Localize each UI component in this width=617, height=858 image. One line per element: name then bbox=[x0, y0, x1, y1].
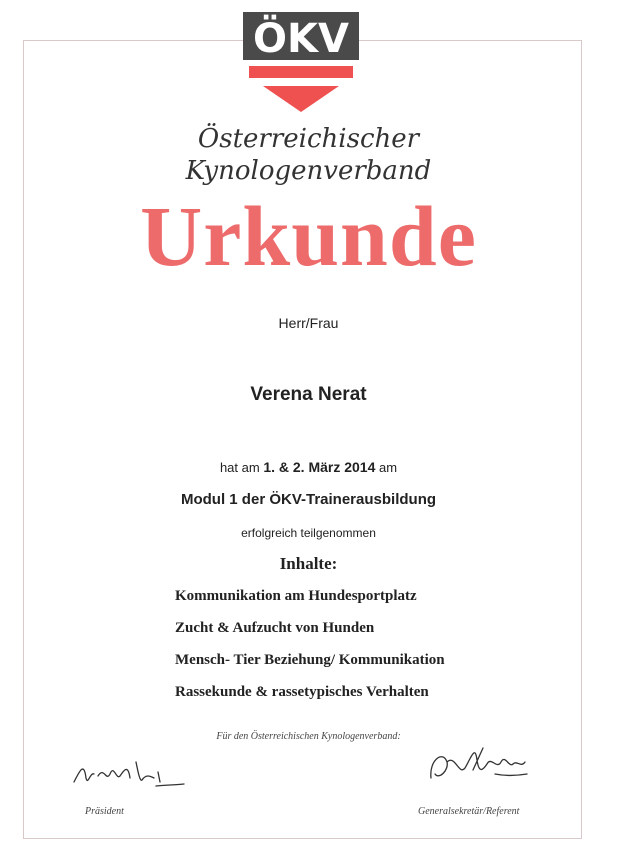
date-prefix: hat am bbox=[219, 460, 260, 475]
date-line bbox=[0, 459, 617, 475]
secretary-role: Generalsekretär/Referent bbox=[418, 806, 520, 817]
organization-line-2: Kynologenverband bbox=[185, 156, 432, 186]
president-role: Präsident bbox=[85, 806, 124, 817]
contents-item: Zucht & Aufzucht von Hunden bbox=[175, 620, 375, 636]
recipient-name: Verena Nerat bbox=[250, 384, 367, 405]
date-suffix: am bbox=[379, 460, 398, 475]
contents-heading: Inhalte: bbox=[279, 554, 338, 573]
contents-list bbox=[175, 586, 575, 714]
certificate-title: Urkunde bbox=[140, 188, 477, 284]
completion-text: erfolgreich teilgenommen bbox=[241, 526, 376, 540]
contents-item: Mensch- Tier Beziehung/ Kommunikation bbox=[175, 652, 445, 668]
organization-line-1: Österreichischer bbox=[197, 124, 420, 154]
okv-logo bbox=[241, 12, 361, 116]
course-date: 1. & 2. März 2014 bbox=[263, 459, 376, 475]
course-title: Modul 1 der ÖKV-Trainerausbildung bbox=[180, 491, 437, 508]
contents-item: Kommunikation am Hundesportplatz bbox=[175, 588, 417, 604]
contents-item: Rassekunde & rassetypisches Verhalten bbox=[175, 684, 429, 700]
salutation: Herr/Frau bbox=[278, 315, 339, 331]
on-behalf-line: Für den Österreichischen Kynologenverband: bbox=[216, 731, 401, 742]
president-signature bbox=[70, 752, 190, 792]
logo-text: ÖKV bbox=[253, 16, 349, 62]
secretary-signature bbox=[425, 740, 535, 790]
